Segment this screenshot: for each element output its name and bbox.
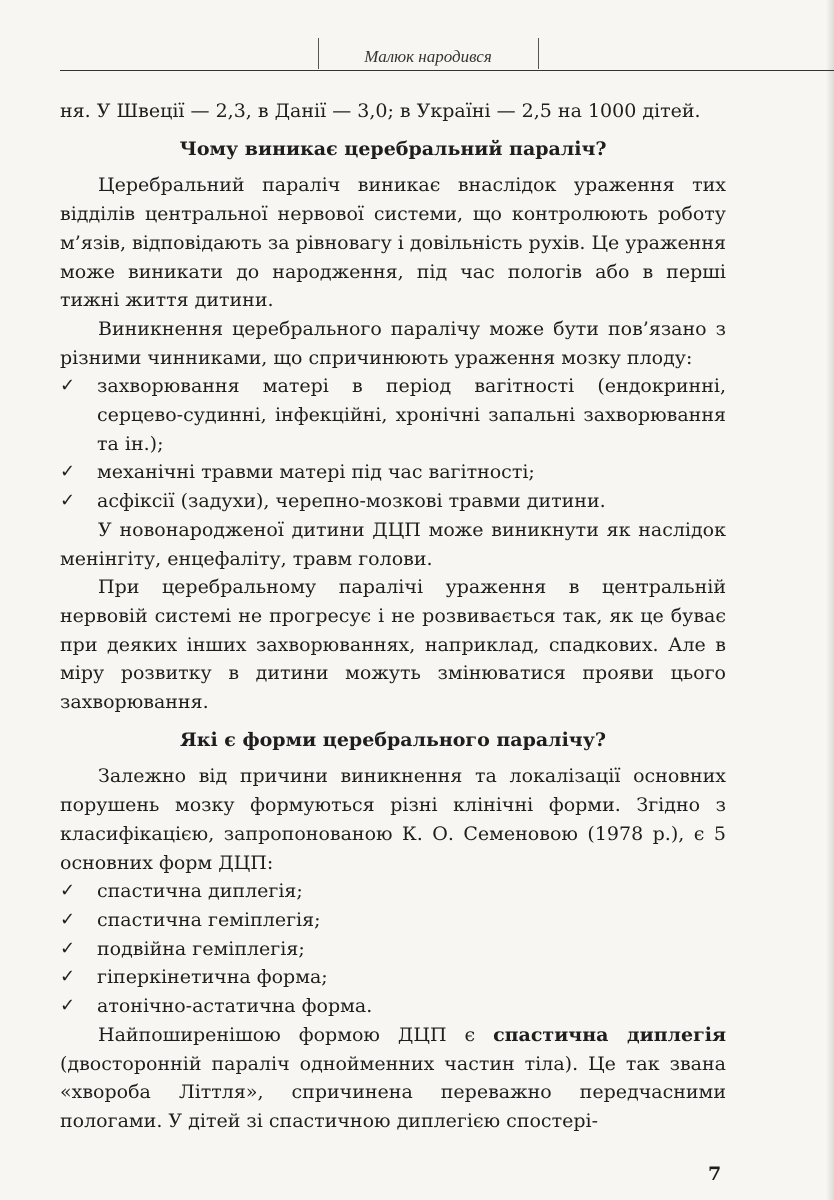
- list-item-text: гіперкінетична форма;: [97, 966, 328, 989]
- list-item: [60, 372, 726, 458]
- list-item-text: атонічно-астатична форма.: [97, 995, 373, 1018]
- list-item: [60, 963, 726, 992]
- list-item-text: механічні травми матері під час вагітності;: [97, 461, 535, 484]
- paragraph: ня. У Швеції — 2,3, в Данії — 3,0; в Україні — 2,5 на 1000 дітей.: [60, 100, 701, 122]
- running-header: [60, 38, 834, 71]
- text-run: (двосторонній параліч однойменних частин тіла). Це так звана «хвороба Літтля», спричинена переважно передчасними пологами. У дітей зі спастичною диплегією спостері-: [60, 1052, 726, 1132]
- list-item-text: асфіксії (задухи), черепно-мозкові травми дитини.: [97, 490, 606, 513]
- check-list: [60, 877, 726, 1021]
- paragraph: Церебральний параліч виникає внаслідок ураження тих відділів центральної нервової системи, що контролюють роботу м’язів, відповідають за рівновагу і довільність рухів. Це ураження може виникати до народження, під час пологів або в перші тижні життя дитини.: [60, 174, 726, 312]
- paragraph: Залежно від причини виникнення та локалізації основних порушень мозку формуються різні клінічні форми. Згідно з класифікацією, запропонованою К. О. Семеновою (1978 р.), є 5 основних форм ДЦП:: [60, 765, 726, 874]
- section-heading: Які є форми церебрального паралічу?: [180, 728, 606, 751]
- checkmark-icon: ✓: [60, 908, 76, 930]
- paragraph: У новонародженої дитини ДЦП може виникнути як наслідок менінгіту, енцефаліту, травм голови.: [60, 518, 726, 570]
- list-item: [60, 877, 726, 906]
- list-item-text: спастична геміплегія;: [97, 908, 321, 931]
- header-tick-right: [538, 38, 539, 69]
- text-run: Найпоширенішою формою ДЦП є: [98, 1023, 494, 1046]
- section-heading: Чому виникає церебральний параліч?: [179, 137, 607, 160]
- checkmark-icon: ✓: [60, 995, 76, 1017]
- checkmark-icon: ✓: [60, 375, 76, 397]
- list-item-text: захворювання матері в період вагітності (ендокринні, серцево-судинні, інфекційні, хронічні запальні захворювання та ін.);: [97, 375, 726, 455]
- paragraph: Виникнення церебрального паралічу може бути пов’язано з різними чинниками, що спричинюють ураження мозку плоду:: [60, 317, 726, 369]
- checkmark-icon: ✓: [60, 461, 76, 483]
- bold-term: спастична диплегія: [493, 1023, 726, 1046]
- page-edge-shadow: [826, 0, 834, 1200]
- paragraph: [60, 1021, 726, 1136]
- list-item: [60, 906, 726, 935]
- page-content: [60, 97, 726, 1136]
- list-item: [60, 935, 726, 964]
- paragraph: При церебральному паралічі ураження в центральній нервовій системі не прогресує і не розвивається так, як це буває при деяких інших захворюваннях, наприклад, спадкових. Але в міру розвитку в дитини можуть змінюватися прояви цього захворювання.: [60, 576, 726, 714]
- list-item: [60, 458, 726, 487]
- checkmark-icon: ✓: [60, 490, 76, 512]
- checkmark-icon: ✓: [60, 966, 76, 988]
- page-number: 7: [708, 1163, 722, 1185]
- checkmark-icon: ✓: [60, 880, 76, 902]
- list-item: [60, 487, 726, 516]
- list-item-text: подвійна геміплегія;: [97, 937, 305, 960]
- list-item: [60, 992, 726, 1021]
- check-list: [60, 372, 726, 516]
- running-title: Малюк народився: [364, 47, 492, 66]
- checkmark-icon: ✓: [60, 937, 76, 959]
- list-item-text: спастична диплегія;: [97, 880, 303, 903]
